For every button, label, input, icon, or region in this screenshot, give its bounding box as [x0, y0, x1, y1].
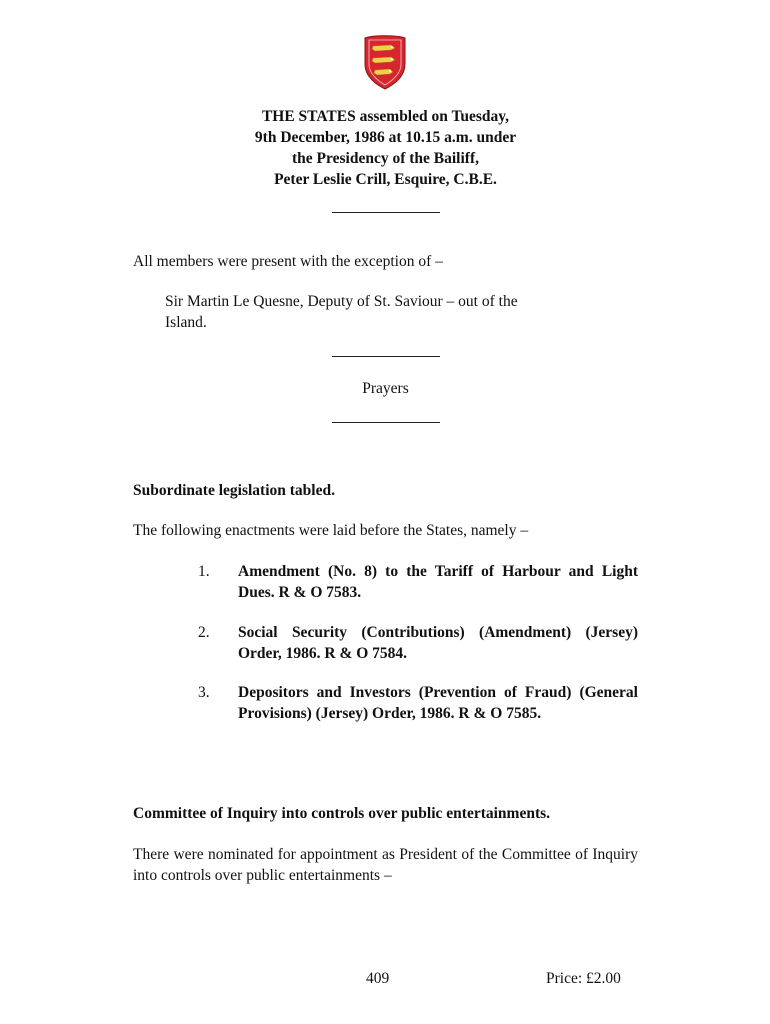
- page-number: 409: [366, 970, 390, 987]
- enactment-title: Depositors and Investors (Prevention of Fraud) (General Provisions) (Jersey) Order, 1986. R & O 7585.: [238, 684, 638, 722]
- divider-rule-1: [133, 198, 638, 219]
- sitting-heading: [133, 106, 638, 190]
- enactment-number: 2.: [198, 624, 210, 641]
- inquiry-heading: Committee of Inquiry into controls over public entertainments.: [133, 805, 551, 822]
- sitting-heading-line-3: the Presidency of the Bailiff,: [292, 150, 479, 167]
- inquiry-text: There were nominated for appointment as President of the Committee of Inquiry into controls over public entertainments –: [133, 846, 638, 884]
- attendance-intro: All members were present with the exception of –: [133, 253, 443, 270]
- prayers-label: Prayers: [362, 380, 409, 397]
- subordinate-legislation-heading: Subordinate legislation tabled.: [133, 482, 335, 499]
- divider-rule-3: [133, 408, 638, 429]
- sitting-heading-line-4: Peter Leslie Crill, Esquire, C.B.E.: [274, 171, 497, 188]
- divider-rule-2: [133, 342, 638, 363]
- enactment-number: 3.: [198, 684, 210, 701]
- enactment-title: Social Security (Contributions) (Amendment) (Jersey) Order, 1986. R & O 7584.: [238, 624, 638, 662]
- jersey-crest-icon: [361, 34, 409, 90]
- absentee-entry: [165, 291, 605, 333]
- sitting-heading-line-1: THE STATES assembled on Tuesday,: [261, 108, 510, 125]
- enactment-number: 1.: [198, 563, 210, 580]
- subordinate-legislation-intro: The following enactments were laid before the States, namely –: [133, 522, 529, 539]
- absentee-line-1: Sir Martin Le Quesne, Deputy of St. Saviour – out of the: [165, 293, 518, 310]
- price-label: Price: £2.00: [546, 970, 621, 987]
- sitting-heading-line-2: 9th December, 1986 at 10.15 a.m. under: [254, 129, 517, 146]
- enactment-title: Amendment (No. 8) to the Tariff of Harbour and Light Dues. R & O 7583.: [238, 563, 638, 601]
- absentee-line-2: Island.: [165, 314, 207, 331]
